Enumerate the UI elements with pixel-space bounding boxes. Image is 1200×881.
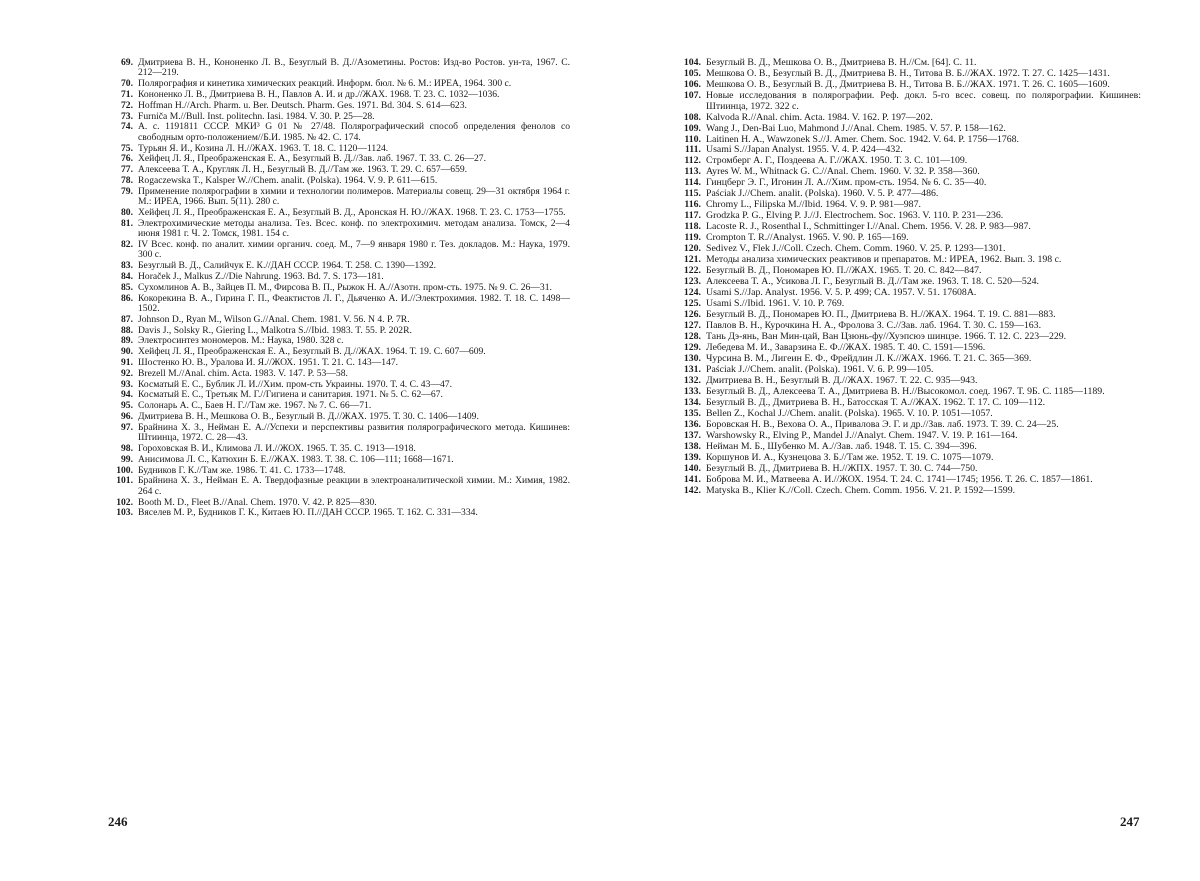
reference-text: Laitinen H. A., Wawzonek S.//J. Amer. Chem. Soc. 1942. V. 64. P. 1756—1768. (706, 133, 1019, 145)
reference-text: Безуглый В. Д., Пономарев Ю. П.//ЖАХ. 1965. Т. 20. С. 842—847. (706, 265, 982, 277)
reference-item (676, 486, 1141, 497)
reference-text: Paściak J.//Chem. analit. (Polska). 1960. V. 5. P. 477—486. (706, 188, 939, 200)
reference-number: 94. (121, 389, 133, 401)
reference-text: Алексеева Т. А., Усикова Л. Г., Безуглый В. Д.//Там же. 1963. Т. 18. С. 520—524. (706, 276, 1039, 288)
reference-text: Анисимова Л. С., Катюхин Б. Е.//ЖАХ. 1983. Т. 38. С. 106—111; 1668—1671. (138, 453, 454, 465)
reference-number: 73. (121, 110, 133, 122)
reference-text: Booth M. D., Fleet B.//Anal. Chem. 1970. V. 42. P. 825—830. (138, 496, 377, 508)
reference-text: Электросинтез мономеров. М.: Наука, 1980. 328 с. (138, 335, 344, 347)
page-number-left: 246 (108, 814, 128, 829)
reference-number: 89. (121, 335, 133, 347)
reference-number: 136. (683, 419, 701, 431)
reference-text: Безуглый В. Д., Мешкова О. В., Дмитриева В. Н.//См. [64]. С. 11. (706, 57, 977, 68)
reference-number: 141. (683, 474, 701, 486)
reference-number: 121. (683, 254, 701, 266)
reference-number: 129. (683, 342, 701, 354)
reference-number: 132. (683, 375, 701, 387)
reference-item (108, 444, 570, 454)
reference-text: Безуглый В. Д., Салийчук Е. К.//ДАН СССР. 1964. Т. 258. С. 1390—1392. (138, 260, 437, 272)
reference-text: Боброва М. И., Матвеева А. И.//ЖОХ. 1954. Т. 24. С. 1741—1745; 1956. Т. 26. С. 1857—1861. (706, 474, 1093, 486)
reference-item (108, 208, 570, 218)
reference-text: Дмитриева В. Н., Безуглый В. Д.//ЖАХ. 1967. Т. 22. С. 935—943. (706, 375, 978, 387)
reference-text: Hoffman H.//Arch. Pharm. u. Ber. Deutsch. Pharm. Ges. 1971. Bd. 304. S. 614—623. (138, 99, 467, 111)
reference-number: 76. (121, 153, 133, 165)
reference-item (676, 69, 1141, 80)
reference-number: 122. (683, 265, 701, 277)
reference-item (108, 283, 570, 293)
reference-number: 137. (683, 430, 701, 442)
page-number-right: 247 (1120, 814, 1140, 829)
reference-number: 84. (121, 270, 133, 282)
reference-number: 88. (121, 324, 133, 336)
reference-number: 90. (121, 346, 133, 358)
reference-text: Будников Г. К.//Там же. 1986. Т. 41. С. 1733—1748. (138, 464, 346, 476)
reference-number: 123. (683, 276, 701, 288)
reference-text: Хейфец Л. Я., Преображенская Е. А., Безуглый В. Д., Аронская Н. Ю.//ЖАХ. 1968. Т. 23. С. 1753—1755. (138, 206, 566, 218)
reference-text: Алексеева Т. А., Кругляк Л. Н., Безуглый В. Д.//Там же. 1963. Т. 29. С. 657—659. (138, 164, 468, 176)
reference-text: Стромберг А. Г., Поздеева А. Г.//ЖАХ. 1950. Т. 3. С. 101—109. (706, 155, 968, 167)
reference-number: 125. (683, 298, 701, 310)
reference-item (108, 294, 570, 315)
reference-text: Полярография и кинетика химических реакций. Информ. бюл. № 6. М.: ИРЕА, 1964. 300 с. (138, 78, 512, 90)
reference-number: 79. (121, 185, 133, 197)
reference-text: Chromy L., Filipska M.//Ibid. 1964. V. 9. P. 981—987. (706, 199, 921, 211)
reference-number: 99. (121, 453, 133, 465)
reference-item (108, 219, 570, 240)
right-page (676, 58, 1141, 497)
reference-text: Davis J., Solsky R., Giering L., Malkotra S.//Ibid. 1983. T. 55. P. 202R. (138, 324, 412, 336)
left-page (108, 58, 570, 519)
reference-number: 86. (121, 292, 133, 304)
reference-item (676, 113, 1141, 124)
reference-text: Grodzka P. G., Elving P. J.//J. Electrochem. Soc. 1963. V. 110. P. 231—236. (706, 210, 1004, 222)
reference-text: Paściak J.//Chem. analit. (Polska). 1961. V. 6. P. 99—105. (706, 364, 934, 376)
reference-text: Johnson D., Ryan M., Wilson G.//Anal. Chem. 1981. V. 56. N 4. P. 7R. (138, 313, 410, 325)
reference-text: Коршунов И. А., Кузнецова З. Б.//Там же. 1952. Т. 19. С. 1075—1079. (706, 452, 994, 464)
reference-text: Безуглый В. Д., Дмитриева В. Н., Батосская Т. А.//ЖАХ. 1962. Т. 17. С. 109—112. (706, 397, 1046, 409)
reference-text: Безуглый В. Д., Алексеева Т. А., Дмитриева В. Н.//Высокомол. соед. 1967. Т. 9Б. С. 1185—1189. (706, 386, 1105, 398)
reference-text: Боровская Н. В., Вехова О. А., Привалова Э. Г. и др.//Зав. лаб. 1973. Т. 39. С. 24—25. (706, 419, 1059, 431)
reference-number: 101. (116, 475, 133, 487)
reference-text: Warshowsky R., Elving P., Mandel J.//Analyt. Chem. 1947. V. 19. P. 161—164. (706, 430, 1018, 442)
reference-text: Lacoste R. J., Rosenthal I., Schmittinger I.//Anal. Chem. 1956. V. 28. P. 983—987. (706, 221, 1031, 233)
reference-text: Kalvoda R.//Anal. chim. Acta. 1984. V. 162. P. 197—202. (706, 111, 933, 123)
reference-text: Furniča M.//Bull. Inst. politechn. Iasi. 1984. V. 30. P. 25—28. (138, 110, 375, 122)
reference-number: 92. (121, 367, 133, 379)
reference-text: Bellen Z., Kochal J.//Chem. analit. (Polska). 1965. V. 10. P. 1051—1057. (706, 408, 993, 420)
reference-number: 91. (121, 356, 133, 368)
reference-number: 77. (121, 164, 133, 176)
reference-text: Нейман М. Б., Шубенко М. А.//Зав. лаб. 1948. Т. 15. С. 394—396. (706, 441, 977, 453)
reference-number: 72. (121, 99, 133, 111)
reference-number: 120. (683, 243, 701, 255)
reference-item (108, 369, 570, 379)
reference-item (108, 101, 570, 111)
reference-item (108, 315, 570, 325)
reference-number: 127. (683, 320, 701, 332)
reference-text: Косматый Е. С., Бублик Л. И.//Хим. пром-сть Украины. 1970. Т. 4. С. 43—47. (138, 378, 452, 390)
reference-list-right (676, 58, 1141, 497)
reference-text: Usami S.//Jap. Analyst. 1956. V. 5. P. 499; CA. 1957. V. 51. 17608A. (706, 287, 977, 299)
reference-text: Солонарь А. С., Баев Н. Г.//Там же. 1967. № 7. С. 66—71. (138, 400, 372, 412)
reference-number: 111. (684, 144, 701, 156)
reference-item (676, 58, 1141, 69)
reference-text: Безуглый В. Д., Пономарев Ю. П., Дмитриева В. Н.//ЖАХ. 1964. Т. 19. С. 881—883. (706, 309, 1056, 321)
reference-number: 119. (684, 232, 701, 244)
reference-text: Брайнина Х. З., Нейман Е. А.//Успехи и перспективы развития полярографического метода. Кишинев: Штиинца, 1972. С. 28—43. (138, 421, 570, 444)
reference-number: 100. (116, 464, 133, 476)
reference-text: Брайнина Х. З., Нейман Е. А. Твердофазные реакции в электроаналитической химии. М.: Химия, 1982. 264 с. (138, 475, 570, 497)
reference-text: Применение полярографии в химии и технологии полимеров. Материалы совещ. 29—31 октября 1964 г. М.: ИРЕА, 1966. Вып. 5(11). 280 с. (138, 185, 570, 208)
reference-number: 133. (683, 386, 701, 398)
reference-text: Sedivez V., Flek J.//Coll. Czech. Chem. Comm. 1960. V. 25. P. 1293—1301. (706, 243, 1006, 255)
reference-number: 102. (116, 496, 133, 508)
reference-number: 81. (121, 217, 133, 229)
reference-number: 78. (121, 174, 133, 186)
reference-item (676, 124, 1141, 135)
reference-text: Косматый Е. С., Третьяк М. Г.//Гигиена и санитария. 1971. № 5. С. 62—67. (138, 389, 443, 401)
reference-number: 131. (683, 364, 701, 376)
reference-item (108, 176, 570, 186)
reference-number: 105. (683, 67, 701, 79)
reference-text: Ayres W. M., Whitnack G. C.//Anal. Chem. 1960. V. 32. P. 358—360. (706, 166, 980, 178)
reference-text: Кононенко Л. В., Дмитриева В. Н., Павлов А. И. и др.//ЖАХ. 1968. Т. 23. С. 1032—1036. (138, 89, 500, 100)
reference-item (108, 240, 570, 261)
reference-item (108, 423, 570, 444)
reference-text: Гинцберг Э. Г., Игонин Л. А.//Хим. пром-сть. 1954. № 6. С. 35—40. (706, 177, 987, 189)
reference-number: 110. (684, 133, 701, 145)
reference-number: 126. (683, 309, 701, 321)
reference-item (108, 187, 570, 208)
reference-text: Новые исследования в полярографии. Реф. докл. 5-го всес. совещ. по полярографии. Кишинев: Штиинца, 1972. 322 с. (706, 89, 1141, 112)
reference-text: Rogaczewska T., Kalsper W.//Chem. analit. (Polska). 1964. V. 9. P. 611—615. (138, 174, 438, 186)
reference-number: 116. (684, 199, 701, 211)
reference-text: Гороховская В. И., Климова Л. И.//ЖОХ. 1965. Т. 35. С. 1913—1918. (138, 442, 416, 454)
reference-text: Электрохимические методы анализа. Тез. Всес. конф. по электрохимич. методам анализа. Томск, 2—4 июня 1981 г. Ч. 2. Томск, 1981. 154 с. (138, 217, 570, 240)
reference-text: IV Всес. конф. по аналит. химии органич. соед. М., 7—9 января 1980 г. Тез. докладов. М.: Наука, 1979. 300 с. (138, 238, 570, 261)
reference-text: Павлов В. Н., Курочкина Н. А., Фролова З. С.//Зав. лаб. 1964. Т. 30. С. 159—163. (706, 320, 1042, 332)
reference-number: 95. (121, 400, 133, 412)
reference-number: 106. (683, 78, 701, 90)
reference-number: 71. (121, 89, 133, 100)
reference-text: Безуглый В. Д., Дмитриева В. Н.//ЖПХ. 1957. Т. 30. С. 744—750. (706, 463, 978, 475)
reference-text: Тань Дэ-янь, Ван Мин-цай, Ван Цзюнь-фу//Хуэпсюэ шинцзе. 1966. Т. 12. С. 223—229. (706, 331, 1067, 343)
reference-number: 130. (683, 353, 701, 365)
reference-item (108, 358, 570, 368)
reference-number: 108. (683, 111, 701, 123)
reference-text: Wang J., Den-Bai Luo, Mahmond J.//Anal. Chem. 1985. V. 57. P. 158—162. (706, 122, 1006, 134)
reference-text: Usami S.//Japan Analyst. 1955. V. 4. P. 424—432. (706, 144, 903, 156)
reference-item (108, 122, 570, 143)
reference-item (676, 80, 1141, 91)
reference-number: 124. (683, 287, 701, 299)
reference-number: 75. (121, 142, 133, 154)
reference-text: Мешкова О. В., Безуглый В. Д., Дмитриева В. Н., Титова В. Б.//ЖАХ. 1972. Т. 27. С. 1425—1431. (706, 67, 1110, 79)
reference-text: Usami S.//Ibid. 1961. V. 10. P. 769. (706, 298, 845, 310)
reference-item (108, 272, 570, 282)
reference-number: 74. (121, 121, 133, 133)
reference-number: 109. (683, 122, 701, 134)
reference-text: Дмитриева В. Н., Кононенко Л. В., Безуглый В. Д.//Азометины. Ростов: Изд-во Ростов. ун-та, 1967. С. 212—219. (138, 57, 570, 79)
reference-number: 135. (683, 408, 701, 420)
reference-number: 112. (684, 155, 701, 167)
reference-text: Мешкова О. В., Безуглый В. Д., Дмитриева В. Н., Титова В. Б.//ЖАХ. 1971. Т. 26. С. 1605—1609. (706, 78, 1110, 90)
reference-number: 128. (683, 331, 701, 343)
reference-number: 93. (121, 378, 133, 390)
reference-item (108, 508, 570, 518)
reference-text: Лебедева М. И., Заварзина Е. Ф.//ЖАХ. 1985. Т. 40. С. 1591—1596. (706, 342, 986, 354)
reference-text: Кокорекина В. А., Гирина Г. П., Феактистов Л. Г., Дьяченко А. И.//Электрохимия. 1982. Т. 18. С. 1498—1502. (138, 292, 570, 314)
reference-item (108, 455, 570, 465)
reference-number: 117. (684, 210, 701, 222)
reference-text: Дмитриева В. Н., Мешкова О. В., Безуглый В. Д.//ЖАХ. 1975. Т. 30. С. 1406—1409. (138, 410, 479, 422)
reference-text: Хейфец Л. Я., Преображенская Е. А., Безуглый В. Д.//Зав. лаб. 1967. Т. 33. С. 26—27. (138, 153, 486, 165)
reference-number: 134. (683, 397, 701, 409)
reference-number: 107. (683, 89, 701, 101)
reference-number: 87. (121, 313, 133, 325)
reference-number: 140. (683, 463, 701, 475)
reference-item (108, 412, 570, 422)
reference-item (108, 401, 570, 411)
reference-number: 97. (121, 421, 133, 433)
reference-text: Чурсина В. М., Лигеин Е. Ф., Фрейдлин Л. К.//ЖАХ. 1966. Т. 21. С. 365—369. (706, 353, 1032, 365)
reference-number: 104. (683, 57, 701, 68)
reference-item (676, 91, 1141, 112)
reference-number: 142. (683, 485, 701, 496)
reference-number: 98. (121, 442, 133, 454)
reference-number: 96. (121, 410, 133, 422)
reference-text: Турьян Я. И., Козина Л. Н.//ЖАХ. 1963. Т. 18. С. 1120—1124. (138, 142, 389, 154)
reference-number: 85. (121, 281, 133, 293)
reference-number: 69. (121, 57, 133, 68)
reference-item (108, 90, 570, 100)
reference-number: 113. (684, 166, 701, 178)
reference-text: Brezell M.//Anal. chim. Acta. 1983. V. 147. P. 53—58. (138, 367, 348, 379)
reference-text: Crompton T. R.//Analyst. 1965. V. 90. P. 165—169. (706, 232, 909, 244)
reference-text: Вяселев М. Р., Будников Г. К., Китаев Ю. П.//ДАН СССР. 1965. Т. 162. С. 331—334. (138, 507, 478, 519)
reference-number: 138. (683, 441, 701, 453)
reference-text: Методы анализа химических реактивов и препаратов. М.: ИРЕА, 1962. Вып. 3. 198 с. (706, 254, 1062, 266)
reference-number: 82. (121, 238, 133, 250)
reference-number: 114. (684, 177, 701, 189)
reference-text: Horaček J., Malkus Z.//Die Nahrung. 1963. Bd. 7. S. 173—181. (138, 270, 384, 282)
reference-text: Matyska B., Klier K.//Coll. Czech. Chem. Comm. 1956. V. 21. P. 1592—1599. (706, 485, 1016, 496)
reference-text: Хейфец Л. Я., Преображенская Е. А., Безуглый В. Д.//ЖАХ. 1964. Т. 19. С. 607—609. (138, 346, 486, 358)
reference-number: 80. (121, 206, 133, 218)
reference-item (108, 476, 570, 497)
reference-number: 118. (684, 221, 701, 233)
reference-text: Шостенко Ю. В., Уралова И. Я.//ЖОХ. 1951. Т. 21. С. 143—147. (138, 356, 399, 368)
reference-text: Сухомлинов А. В., Зайцев П. М., Фирсова В. П., Рыжок Н. А.//Азотн. пром-сть. 1975. № 9. С. 26—31. (138, 281, 552, 293)
reference-number: 139. (683, 452, 701, 464)
reference-number: 103. (116, 507, 133, 519)
reference-list-left (108, 58, 570, 519)
reference-item (108, 58, 570, 79)
reference-number: 115. (684, 188, 701, 200)
reference-number: 83. (121, 260, 133, 272)
reference-text: А. с. 1191811 СССР. МКИ³ G 01 № 27/48. Полярографический способ определения фенолов со свободным орто-положением//Б.И. 1985. № 42. С. 174. (138, 121, 570, 143)
reference-number: 70. (121, 78, 133, 90)
